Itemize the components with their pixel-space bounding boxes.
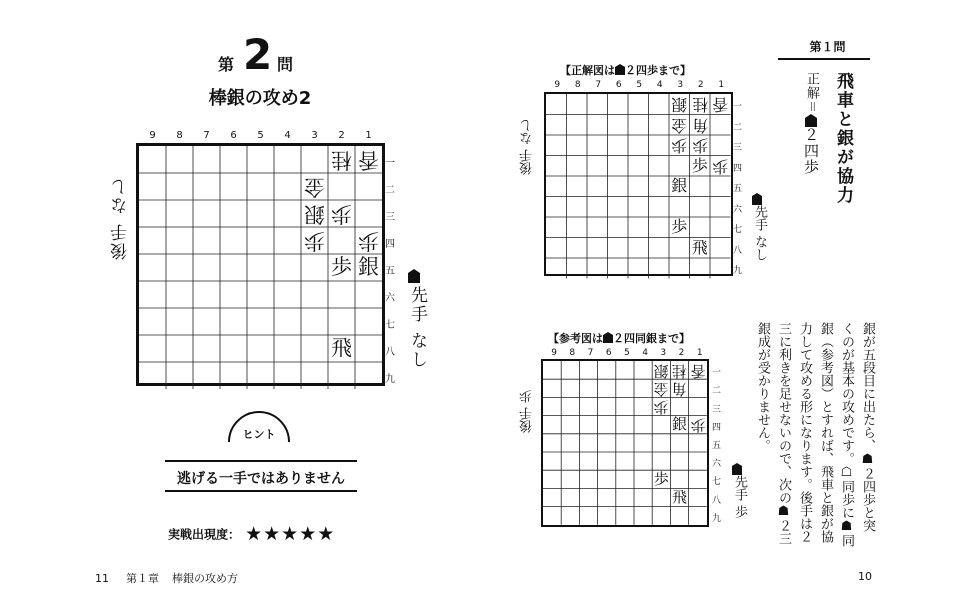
- answer-prefix: 正解＝: [804, 72, 819, 115]
- row-label: 三: [733, 143, 743, 154]
- row-label: 九: [712, 513, 722, 524]
- problem-heading: [215, 30, 305, 80]
- problem-title: 棒銀の攻め2: [208, 88, 312, 109]
- gote-piece: 金: [304, 175, 325, 199]
- column-labels: [547, 80, 727, 92]
- column-label: 7: [595, 80, 602, 90]
- answer-caption: [560, 62, 691, 78]
- row-labels: [712, 362, 724, 527]
- row-label: 二: [733, 122, 743, 133]
- row-label: 一: [712, 368, 722, 379]
- gote-piece: 歩: [304, 229, 325, 253]
- column-label: 3: [660, 348, 667, 358]
- page-number-left: 11: [95, 572, 109, 585]
- row-label: 九: [385, 373, 395, 385]
- hint-box: [165, 460, 357, 492]
- solution-title: 飛車と銀が協力: [833, 72, 853, 205]
- sente-hand: 先手 なし: [407, 286, 427, 370]
- column-labels: [139, 130, 384, 142]
- gote-piece: 角: [671, 379, 687, 398]
- row-label: 八: [712, 495, 722, 506]
- gote-piece: 香: [690, 361, 706, 380]
- column-label: 6: [605, 348, 612, 358]
- gote-piece: 銀: [671, 95, 688, 115]
- sente-hand: 先手 歩: [732, 475, 747, 519]
- problem-number: 2: [243, 30, 273, 79]
- row-label: 一: [385, 157, 395, 169]
- row-label: 七: [385, 319, 395, 331]
- gote-piece: 銀: [304, 202, 325, 226]
- row-label: 四: [733, 163, 743, 174]
- commentary-line: 銀が五段目に出たら、☗２四歩と突: [860, 322, 875, 532]
- row-label: 三: [712, 404, 722, 415]
- row-label: 六: [385, 292, 395, 304]
- left-footer: [95, 570, 238, 586]
- page-number-right: 10: [858, 570, 872, 583]
- sente-piece: 歩: [331, 255, 352, 279]
- hint-label: ヒント: [242, 428, 276, 441]
- gote-piece: 金: [671, 115, 688, 135]
- commentary-line: 銀（参考図）とすれば、飛車と銀が協: [818, 322, 833, 543]
- column-label: 9: [551, 348, 557, 358]
- problem-label: 第１問: [809, 40, 846, 54]
- sente-piece: 飛: [671, 488, 687, 506]
- gote-piece: 金: [653, 379, 669, 398]
- frequency-label: 実戦出現度：: [168, 527, 241, 542]
- sente-piece-icon: [615, 64, 625, 75]
- gote-piece: 歩: [712, 156, 729, 176]
- column-label: 1: [365, 130, 372, 141]
- sente-piece: 歩: [653, 469, 669, 488]
- gote-piece: 香: [358, 148, 379, 172]
- row-label: 九: [733, 266, 743, 277]
- commentary-line: 三に利きを足せないので、次の☗２三: [776, 322, 791, 545]
- gote-hand: 後手 なし: [111, 176, 131, 260]
- gote-piece: 歩: [653, 398, 669, 416]
- commentary-line: くのが基本の攻めです。☖同歩に☗同: [839, 322, 854, 547]
- reference-caption: [548, 330, 690, 346]
- star-rating: ★★★★★: [245, 523, 336, 545]
- sente-hand-icon: [408, 268, 420, 282]
- commentary-text: [752, 322, 878, 552]
- sente-piece: 銀: [358, 255, 379, 279]
- label-rule: [778, 58, 870, 60]
- commentary-line: 銀成が受かりません。: [755, 322, 770, 452]
- row-label: 五: [712, 440, 722, 451]
- sente-piece: 銀: [671, 415, 687, 434]
- gote-piece: 歩: [358, 229, 379, 253]
- hint-badge: [227, 408, 291, 444]
- row-label: 三: [385, 211, 395, 223]
- row-label: 七: [733, 225, 743, 236]
- row-label: 二: [385, 184, 395, 196]
- column-label: 1: [718, 80, 725, 90]
- sente-piece-icon: [807, 114, 819, 127]
- hint-text: 逃げる一手ではありません: [177, 471, 345, 487]
- frequency-row: [168, 523, 368, 545]
- sente-piece: 銀: [671, 176, 688, 196]
- row-label: 五: [733, 184, 743, 195]
- gote-piece: 桂: [691, 95, 708, 115]
- row-label: 八: [385, 346, 395, 358]
- answer-board: [544, 92, 733, 276]
- sente-piece-icon: [603, 332, 613, 343]
- column-label: 9: [554, 80, 561, 90]
- column-label: 8: [176, 130, 183, 141]
- caption-prefix: 【参考図は: [548, 332, 603, 345]
- gote-piece: 銀: [653, 361, 669, 380]
- gote-hand: 後手 歩: [520, 389, 535, 433]
- column-label: 9: [149, 130, 156, 141]
- shogi-board: [136, 143, 385, 386]
- caption-suffix: ２四同銀まで】: [613, 332, 690, 345]
- row-label: 四: [385, 238, 395, 250]
- row-label: 四: [712, 422, 722, 433]
- answer-line: [801, 72, 822, 175]
- column-label: 4: [284, 130, 291, 141]
- column-label: 7: [203, 130, 210, 141]
- gote-piece: 歩: [690, 416, 706, 435]
- row-label: 六: [712, 459, 722, 470]
- row-label: 七: [712, 477, 722, 488]
- caption-prefix: 【正解図は: [560, 64, 615, 77]
- sente-hand: 先手 なし: [752, 205, 767, 262]
- gote-hand: 後手 なし: [520, 118, 535, 175]
- gote-piece: 桂: [331, 148, 352, 172]
- column-label: 5: [636, 80, 643, 90]
- problem-suffix: 問: [277, 55, 294, 74]
- sente-piece: 歩: [671, 217, 688, 237]
- row-label: 八: [733, 245, 743, 256]
- gote-piece: 歩: [671, 136, 688, 156]
- gote-piece: 歩: [331, 202, 352, 226]
- column-label: 8: [569, 348, 576, 358]
- sente-piece: 飛: [691, 237, 708, 257]
- row-label: 六: [733, 204, 743, 215]
- column-label: 4: [642, 348, 648, 358]
- caption-suffix: ２四歩まで】: [625, 64, 691, 77]
- column-label: 4: [656, 80, 663, 90]
- column-label: 2: [338, 130, 345, 141]
- chapter-label: 第１章: [126, 572, 159, 585]
- column-label: 3: [311, 130, 318, 141]
- row-label: 二: [712, 386, 722, 397]
- column-label: 7: [587, 348, 594, 358]
- column-label: 2: [678, 348, 685, 358]
- row-labels: [733, 95, 745, 275]
- problem-prefix: 第: [218, 55, 235, 74]
- reference-board: [541, 359, 709, 527]
- chapter-title: 棒銀の攻め方: [172, 572, 238, 585]
- column-label: 3: [677, 80, 684, 90]
- gote-piece: 香: [712, 95, 729, 115]
- gote-piece: 桂: [671, 361, 687, 380]
- sente-piece: 飛: [331, 336, 352, 360]
- column-label: 6: [615, 80, 622, 90]
- commentary-line: 力して攻める形になります。後手は２: [797, 322, 812, 543]
- column-label: 5: [257, 130, 264, 141]
- row-label: 五: [385, 265, 395, 277]
- gote-piece: 角: [691, 115, 708, 135]
- column-label: 1: [696, 348, 703, 358]
- row-label: 一: [733, 102, 743, 113]
- sente-piece: 歩: [691, 155, 708, 175]
- column-label: 5: [624, 348, 630, 358]
- column-label: 2: [697, 80, 704, 90]
- column-label: 8: [574, 80, 581, 90]
- answer-move: ２四歩: [802, 127, 820, 176]
- row-labels: [385, 146, 399, 386]
- gote-piece: 歩: [691, 136, 708, 156]
- column-label: 6: [230, 130, 237, 141]
